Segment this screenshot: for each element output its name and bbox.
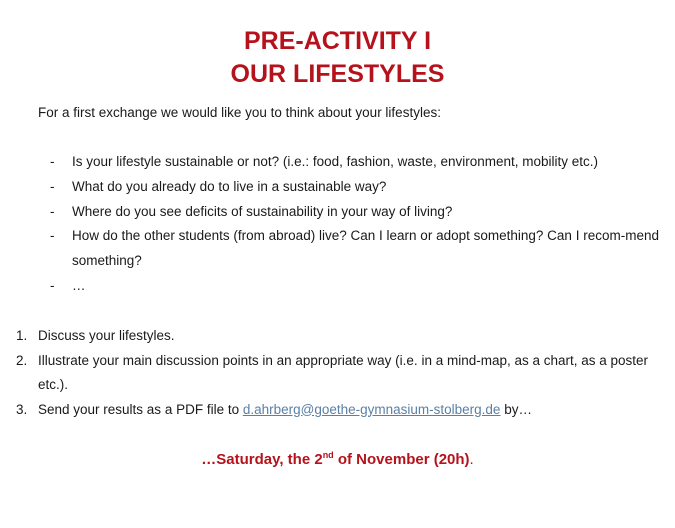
question-text: How do the other students (from abroad) live? Can I learn or adopt something? Can I recom-mend something?: [72, 228, 659, 269]
deadline-before: …Saturday, the 2: [201, 451, 323, 468]
question-text: Is your lifestyle sustainable or not? (i.e.: food, fashion, waste, environment, mobility etc.): [72, 154, 598, 169]
bullet-marker: -: [50, 154, 55, 169]
task-steps-list: [0, 324, 675, 422]
question-item: [0, 274, 675, 299]
step-text-after: by…: [500, 401, 532, 417]
question-item: [0, 224, 675, 274]
task-step: [0, 349, 675, 398]
question-item: [0, 200, 675, 225]
question-item: [0, 150, 675, 175]
question-item: [0, 175, 675, 200]
page-title-line-2: OUR LIFESTYLES: [230, 60, 445, 88]
step-number: 3.: [16, 401, 28, 417]
task-step: [0, 324, 675, 349]
question-text: Where do you see deficits of sustainability in your way of living?: [72, 203, 453, 219]
email-link[interactable]: d.ahrberg@goethe-gymnasium-stolberg.de: [242, 401, 501, 417]
intro-text: For a first exchange we would like you to think about your lifestyles:: [38, 105, 441, 120]
deadline-text: [0, 450, 675, 470]
question-text: …: [72, 277, 86, 293]
step-text-before: Send your results as a PDF file to: [38, 401, 243, 417]
step-number: 2.: [16, 352, 28, 368]
bullet-marker: -: [50, 277, 55, 293]
step-text: Illustrate your main discussion points in an appropriate way (i.e. in a mind-map, as a chart, as a poster etc.).: [38, 352, 649, 392]
step-text: Discuss your lifestyles.: [38, 328, 175, 343]
bullet-marker: -: [50, 178, 55, 194]
bullet-marker: -: [50, 203, 55, 219]
deadline-after: of November (20h): [333, 451, 470, 468]
step-number: 1.: [16, 328, 28, 343]
bullet-marker: -: [50, 228, 55, 244]
deadline-ordinal: nd: [322, 450, 334, 460]
question-text: What do you already do to live in a sustainable way?: [72, 178, 387, 194]
task-step: [0, 398, 675, 423]
deadline-end: .: [469, 451, 474, 468]
page-title-line-1: PRE-ACTIVITY I: [243, 27, 432, 55]
question-list: [0, 150, 675, 299]
